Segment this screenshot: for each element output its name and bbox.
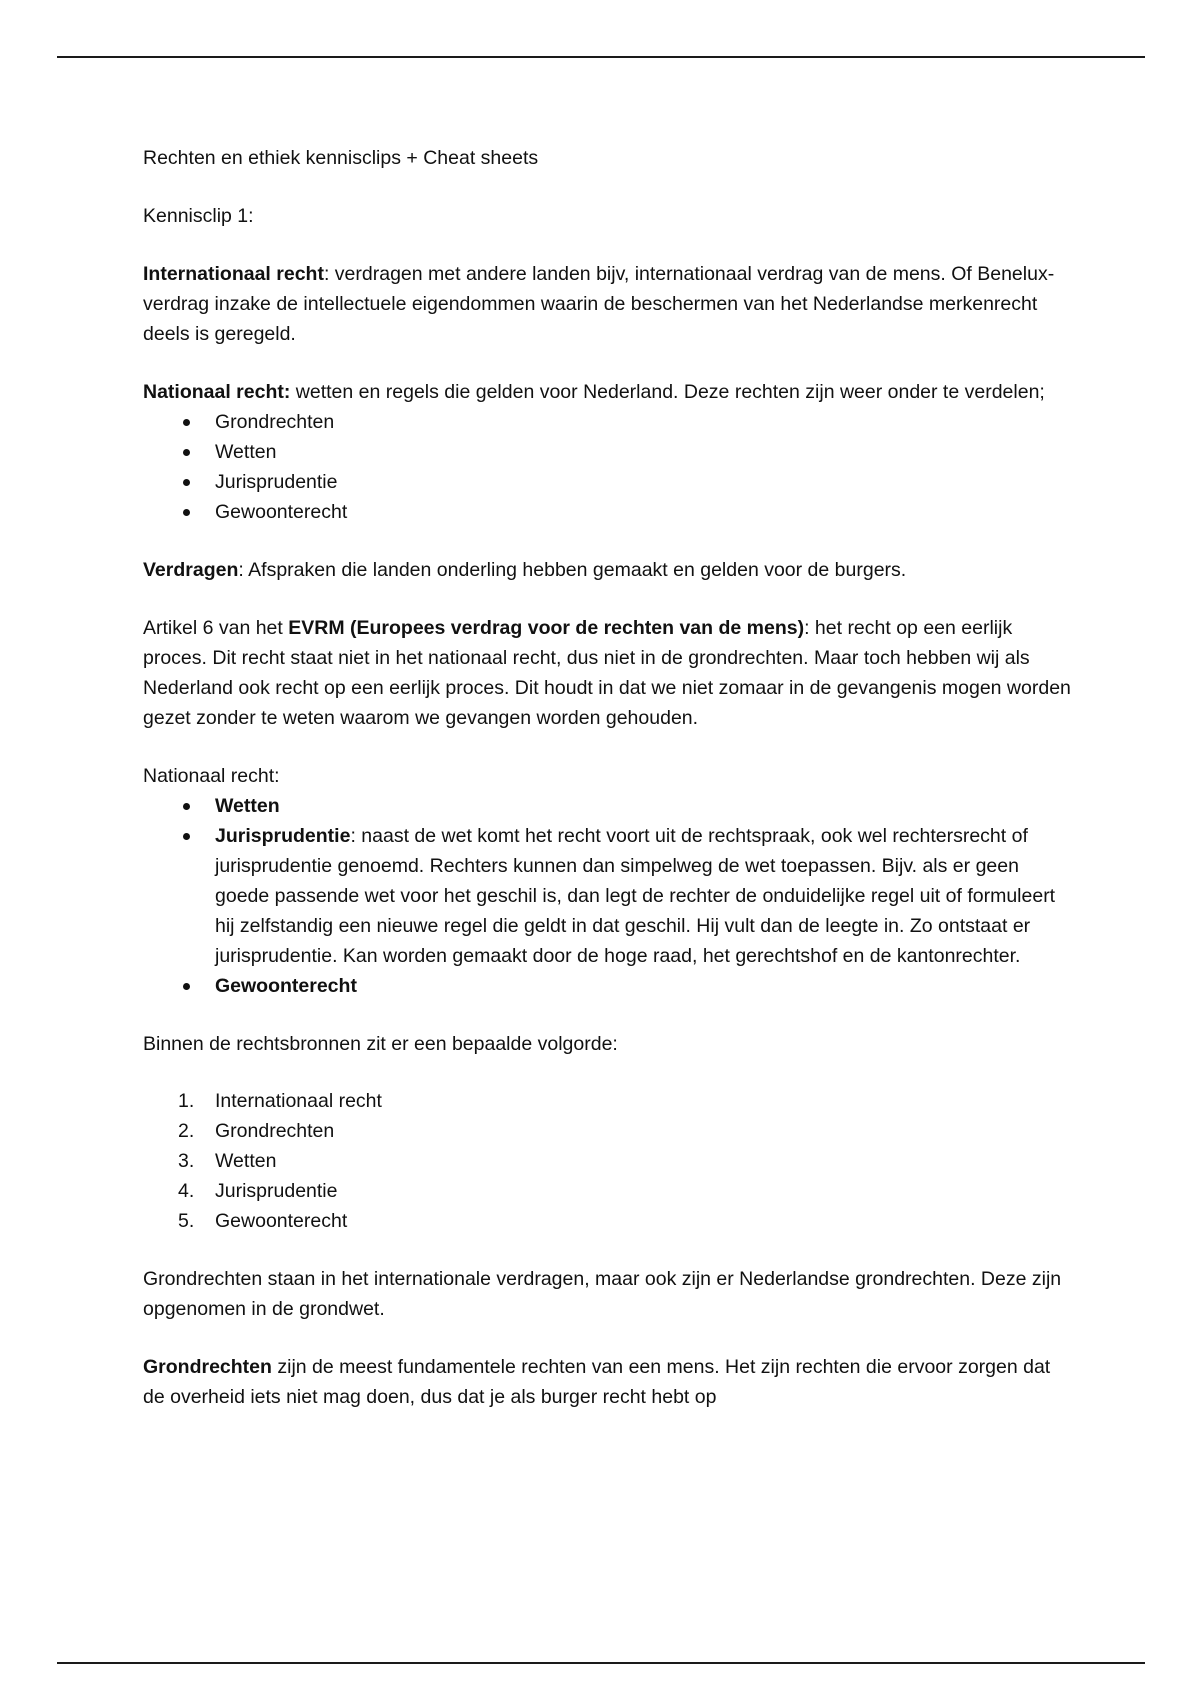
- paragraph-international-law: [143, 259, 1073, 349]
- term-evrm: EVRM (Europees verdrag voor de rechten van de mens): [288, 617, 805, 639]
- list-label: Jurisprudentie: [215, 1180, 338, 1202]
- term-treaties: Verdragen: [143, 559, 239, 581]
- term-jurisprudence: Jurisprudentie: [215, 825, 351, 847]
- list-item: [143, 1116, 1073, 1146]
- international-law-text: : verdragen met andere landen bijv, internationaal verdrag van de mens. Of Benelux-verdrag inzake de intellectuele eigendommen waarin de beschermen van het Nederlandse merkenrecht deels is geregeld.: [143, 263, 1055, 345]
- list-label: Grondrechten: [215, 1120, 335, 1142]
- list-item: [143, 791, 1073, 821]
- term-laws: Wetten: [215, 795, 280, 817]
- list-item: [143, 1206, 1073, 1236]
- list-item: Grondrechten: [143, 407, 1073, 437]
- term-national-law: Nationaal recht:: [143, 381, 291, 403]
- order-list: [143, 1086, 1073, 1236]
- national-law-list: [143, 407, 1073, 527]
- paragraph-treaties: [143, 555, 1073, 585]
- clip-heading: Kennisclip 1:: [143, 205, 254, 227]
- footer-rule: [57, 1662, 1145, 1664]
- fundamental-rights-text: zijn de meest fundamentele rechten van een mens. Het zijn rechten die ervoor zorgen dat de overheid iets niet mag doen, dus dat je als burger recht hebt op: [143, 1356, 1051, 1408]
- paragraph-fundamental-rights-1: Grondrechten staan in het internationale verdragen, maar ook zijn er Nederlandse grondrechten. Deze zijn opgenomen in de grondwet.: [143, 1268, 1062, 1320]
- jurisprudence-text: : naast de wet komt het recht voort uit de rechtspraak, ook wel rechtersrecht of jurisprudentie genoemd. Rechters kunnen dan simpelweg de wet toepassen. Bijv. als er geen goede passende wet voor het geschil is, dan legt de rechter de onduidelijke regel uit of formuleert hij zelfstandig een nieuwe regel die geldt in dat geschil. Hij vult dan de leegte in. Zo ontstaat er jurisprudentie. Kan worden gemaakt door de hoge raad, het gerechtshof en de kantonrechter.: [215, 825, 1056, 967]
- list-number: 2.: [178, 1120, 195, 1142]
- treaties-text: : Afspraken die landen onderling hebben gemaakt en gelden voor de burgers.: [238, 559, 907, 581]
- paragraph-fundamental-rights-2: [143, 1352, 1073, 1412]
- list-item: Gewoonterecht: [143, 497, 1073, 527]
- list-number: 1.: [178, 1090, 195, 1112]
- order-intro: Binnen de rechtsbronnen zit er een bepaalde volgorde:: [143, 1033, 618, 1055]
- term-customary-law: Gewoonterecht: [215, 975, 357, 997]
- list-item: [143, 821, 1073, 971]
- list-number: 3.: [178, 1150, 195, 1172]
- list-label: Internationaal recht: [215, 1090, 382, 1112]
- term-international-law: Internationaal recht: [143, 263, 324, 285]
- list-item: Jurisprudentie: [143, 467, 1073, 497]
- national-law-heading: Nationaal recht:: [143, 765, 280, 787]
- list-item: Wetten: [143, 437, 1073, 467]
- evrm-prefix: Artikel 6 van het: [143, 617, 289, 639]
- list-label: Gewoonterecht: [215, 1210, 348, 1232]
- header-rule: [57, 56, 1145, 58]
- list-item: [143, 1086, 1073, 1116]
- term-fundamental-rights: Grondrechten: [143, 1356, 272, 1378]
- paragraph-evrm: [143, 613, 1073, 733]
- list-number: 5.: [178, 1210, 195, 1232]
- list-number: 4.: [178, 1180, 195, 1202]
- list-item: [143, 1146, 1073, 1176]
- national-law-detail-list: [143, 791, 1073, 1001]
- paragraph-national-law: [143, 377, 1073, 407]
- list-item: [143, 971, 1073, 1001]
- document-body: [143, 143, 1073, 1412]
- list-item: [143, 1176, 1073, 1206]
- national-law-text: wetten en regels die gelden voor Nederland. Deze rechten zijn weer onder te verdelen;: [290, 381, 1045, 403]
- evrm-text: : het recht op een eerlijk proces. Dit recht staat niet in het nationaal recht, dus niet in de grondrechten. Maar toch hebben wij als Nederland ook recht op een eerlijk proces. Dit houdt in dat we niet zomaar in de gevangenis mogen worden gezet zonder te weten waarom we gevangen worden gehouden.: [143, 617, 1071, 729]
- list-label: Wetten: [215, 1150, 277, 1172]
- document-title: Rechten en ethiek kennisclips + Cheat sheets: [143, 147, 539, 169]
